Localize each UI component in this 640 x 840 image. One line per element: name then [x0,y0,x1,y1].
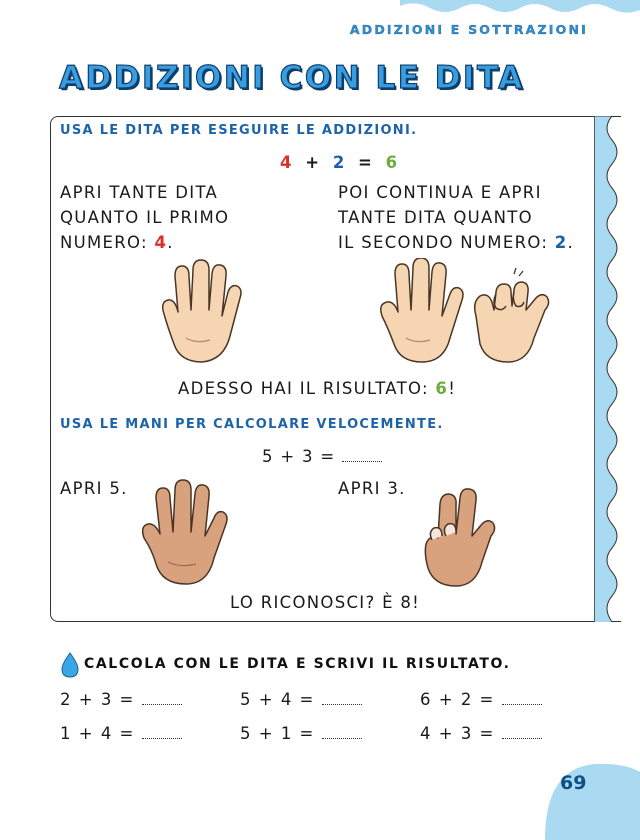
right-instructions [338,180,574,255]
left-line-3 [60,230,229,255]
right-line-3-suffix: . [567,233,575,252]
open-three-label: APRI 3. [338,479,406,498]
example-equation [280,150,401,175]
exercise-expression: 5 + 4 = [240,690,315,709]
result-number: 6 [435,379,449,398]
right-number: 2 [554,233,568,252]
drop-bullet-icon [60,652,80,678]
left-line-3-suffix: . [167,233,174,252]
right-line-3 [338,230,574,255]
exercise-item [420,724,542,743]
section-tag: ADDIZIONI E SOTTRAZIONI [349,22,588,37]
left-instructions [60,180,229,255]
recognize-sentence: LO RICONOSCI? È 8! [230,593,421,612]
exercise-item [240,724,362,743]
instruction-use-hands: USA LE MANI PER CALCOLARE VELOCEMENTE. [60,417,444,432]
exercise-item [60,724,182,743]
instruction-use-fingers: USA LE DITA PER ESEGUIRE LE ADDIZIONI. [60,123,418,138]
exercise-expression: 1 + 4 = [60,724,135,743]
exercise-item [420,690,542,709]
answer-blank[interactable] [342,449,382,462]
exercise-expression: 4 + 3 = [420,724,495,743]
exercise-item [60,690,182,709]
result-suffix: ! [448,379,457,398]
hand-five-fingers-illustration [140,478,236,588]
addend-b: 2 [332,153,349,172]
exercise-title: CALCOLA CON LE DITA E SCRIVI IL RISULTATO. [84,656,511,672]
left-line-1: APRI TANTE DITA [60,183,219,202]
answer-blank[interactable] [322,726,362,739]
addend-a: 4 [280,153,296,172]
hand-three-fingers-illustration [420,488,500,588]
left-number: 4 [154,233,168,252]
result-prefix: ADESSO HAI IL RISULTATO: [178,379,429,398]
left-line-2: QUANTO IL PRIMO [60,208,230,227]
hand-four-fingers-illustration [160,258,244,366]
second-equation-text: 5 + 3 = [262,447,336,466]
answer-blank[interactable] [502,726,542,739]
plus-sign: + [305,153,324,172]
answer-blank[interactable] [502,692,542,705]
page-number: 69 [560,772,587,794]
exercise-expression: 6 + 2 = [420,690,495,709]
hand-four-open-illustration [378,258,468,366]
exercise-item [240,690,362,709]
answer-blank[interactable] [322,692,362,705]
answer-blank[interactable] [142,726,182,739]
page-title: ADDIZIONI CON LE DITA [59,60,525,96]
hand-two-fingers-illustration [466,266,550,366]
open-five-label: APRI 5. [60,479,128,498]
equals-sign: = [358,153,376,172]
right-line-3-prefix: IL SECONDO NUMERO: [338,233,549,252]
top-wave-decoration [400,0,640,14]
left-line-3-prefix: NUMERO: [60,233,148,252]
second-equation [262,444,382,469]
right-line-1: POI CONTINUA E APRI [338,183,542,202]
result-sentence [178,376,456,401]
answer-blank[interactable] [142,692,182,705]
right-line-2: TANTE DITA QUANTO [338,208,533,227]
box-wave-border [594,116,622,622]
exercise-expression: 2 + 3 = [60,690,135,709]
sum-result: 6 [385,153,402,172]
exercise-expression: 5 + 1 = [240,724,315,743]
